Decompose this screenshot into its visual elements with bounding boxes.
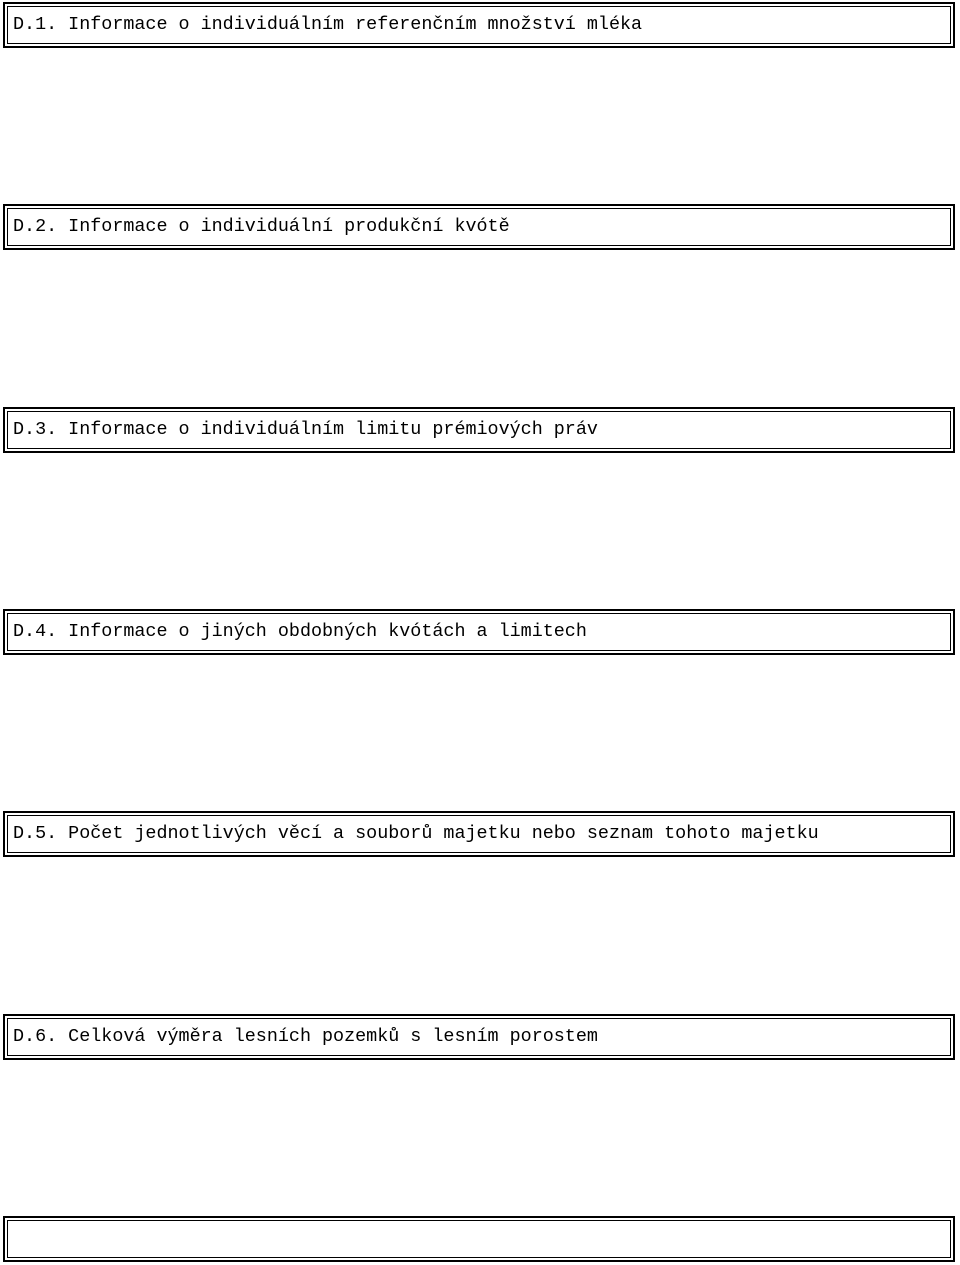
section-d6-title: D.6. Celková výměra lesních pozemků s lesním porostem <box>13 1026 598 1047</box>
section-d6-header <box>3 1014 955 1060</box>
section-d2-header <box>3 204 955 250</box>
section-d2-title: D.2. Informace o individuální produkční kvótě <box>13 216 510 237</box>
section-d1-title: D.1. Informace o individuálním referenčním množství mléka <box>13 14 643 35</box>
section-d4-title: D.4. Informace o jiných obdobných kvótách a limitech <box>13 621 587 642</box>
section-d3-header <box>3 407 955 453</box>
section-d5-title: D.5. Počet jednotlivých věcí a souborů majetku nebo seznam tohoto majetku <box>13 823 819 844</box>
section-d3-title: D.3. Informace o individuálním limitu prémiových práv <box>13 419 598 440</box>
section-d1-header <box>3 2 955 48</box>
section-d5-header <box>3 811 955 857</box>
section-empty-header <box>3 1216 955 1262</box>
section-d4-header <box>3 609 955 655</box>
